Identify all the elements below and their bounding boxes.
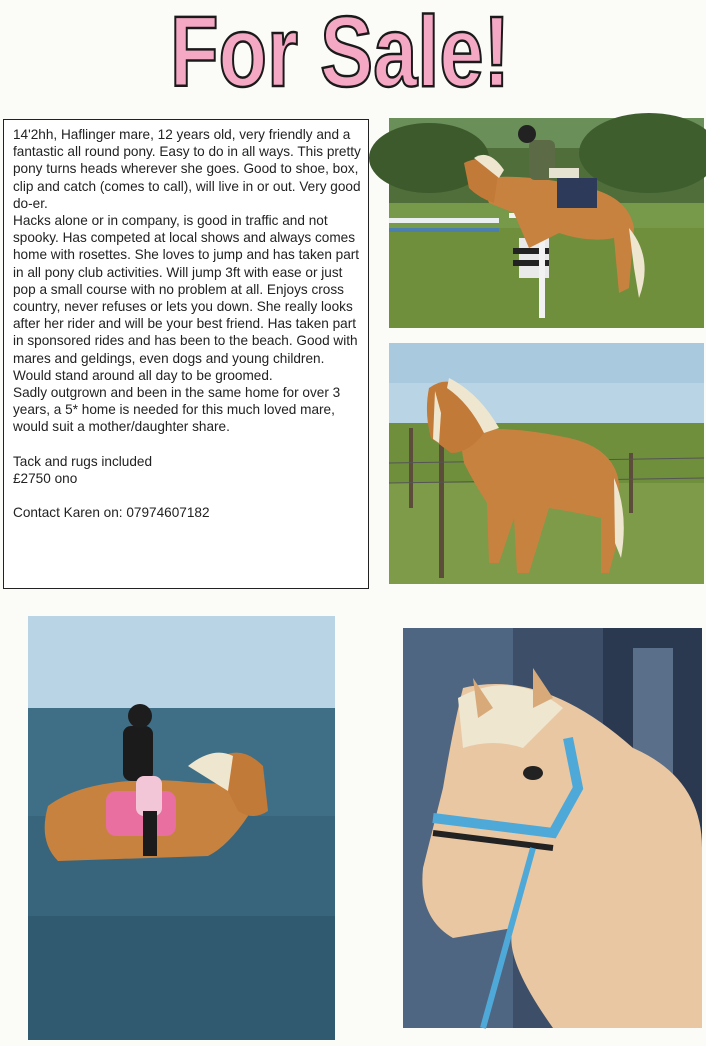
headline-text: For Sale! — [170, 0, 510, 108]
description-paragraph-1: 14'2hh, Haflinger mare, 12 years old, very friendly and a fantastic all round pony. Easy to do in all ways. This pretty pony turns heads wherever she goes. Good to shoe, box, clip and catch (comes to call), will live in or out. Very good do-er. — [13, 127, 361, 211]
description-paragraph-3: Sadly outgrown and been in the same home for over 3 years, a 5* home is needed for this much loved mare, would suit a mother/daughter share. — [13, 385, 341, 435]
price: £2750 ono — [13, 470, 78, 486]
photo-show-jumping — [389, 118, 704, 328]
photo-riding-in-sea — [28, 616, 335, 1040]
headline — [160, 0, 520, 108]
photo-head-closeup — [403, 628, 702, 1028]
description-paragraph-2: Hacks alone or in company, is good in traffic and not spooky. Has competed at local shows and always comes home with rosettes. She loves to jump and has taken part in all pony club activities. Will jump 3ft with ease or just pop a small course with no problem at all. Enjoys cross country, never refuses or lets you down. She really looks after her rider and will be your best friend. Has taken part in sponsored rides and has been to the beach. Good with mares and geldings, even dogs and young children. Would stand around all day to be groomed. — [13, 213, 360, 383]
included-items: Tack and rugs included — [13, 453, 153, 469]
photo-standing-in-field — [389, 343, 704, 584]
description-box — [3, 119, 369, 589]
contact-info: Contact Karen on: 07974607182 — [13, 505, 210, 521]
